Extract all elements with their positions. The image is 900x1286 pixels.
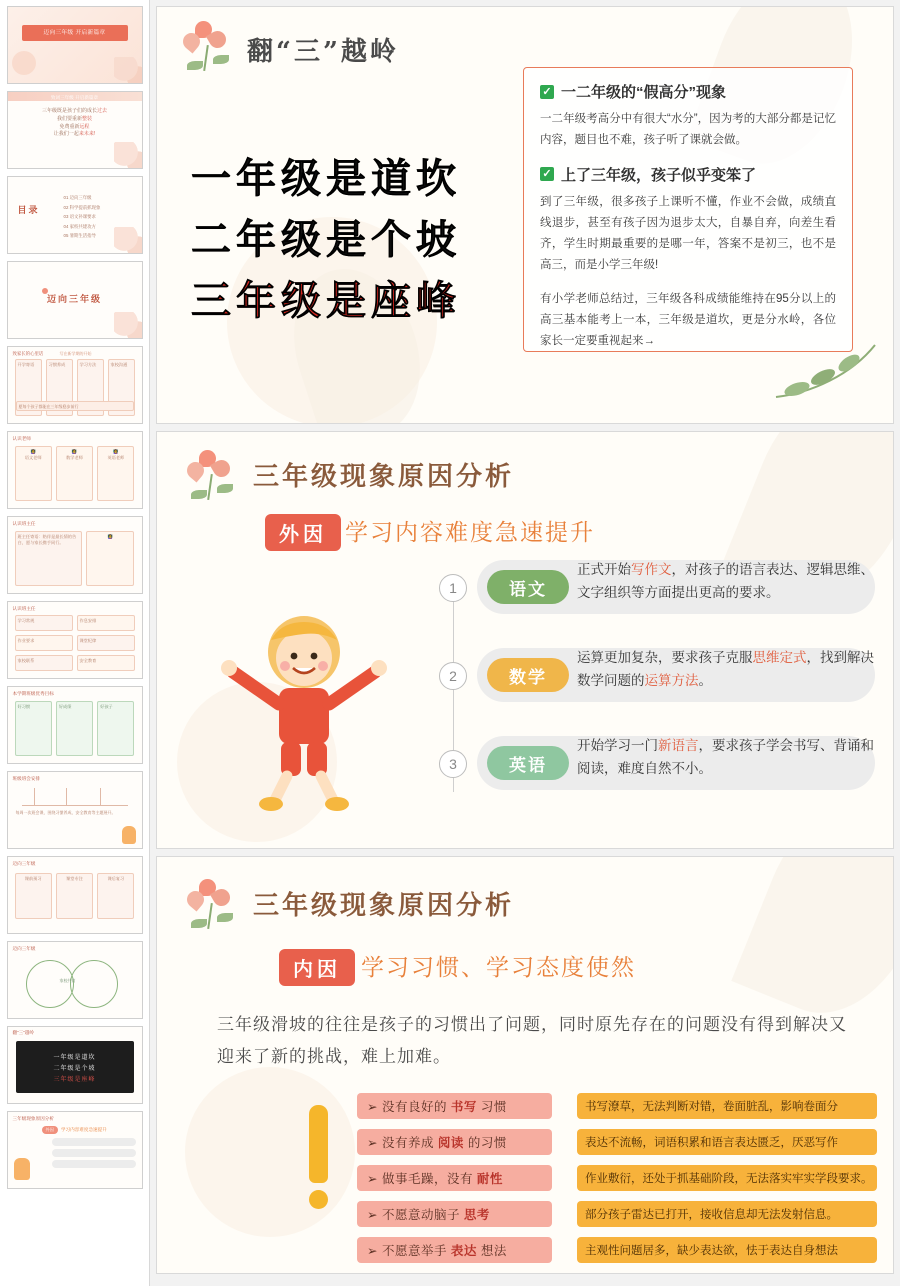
slide-thumbnail[interactable]	[7, 261, 143, 339]
headline-line-2: 二年级是个坡	[191, 217, 461, 263]
exclamation-icon	[305, 1105, 331, 1209]
issue-label-1: ➢ 没有良好的 书写 习惯	[357, 1093, 552, 1119]
slide-canvas-column[interactable]	[150, 0, 900, 1286]
issue-label-2: ➢ 没有养成 阅读 的习惯	[357, 1129, 552, 1155]
slide-3-title: 三年级现象原因分析	[253, 891, 515, 921]
slide-2-tag: 外因	[265, 514, 341, 551]
subject-pill: 语文	[487, 570, 569, 604]
row-text-2: 运算更加复杂，要求孩子克服思维定式，找到解决数学问题的运算方法。	[577, 650, 874, 688]
slide-3-tag: 内因	[279, 949, 355, 986]
thumb-title: 认识班主任	[12, 606, 36, 611]
subject-pill: 数学	[487, 658, 569, 692]
thumb-title: 迈向三年级	[12, 946, 36, 951]
issue-label-3: ➢ 做事毛躁，没有 耐性	[357, 1165, 552, 1191]
thumb-body: 三年级既是孩子们的成长过去 我们要重新整装 免费重新远程 让我们一起来未来!	[41, 108, 108, 138]
slide-thumbnail-rail[interactable]	[0, 0, 150, 1286]
slide-thumbnail[interactable]: 认识老师 👩‍🏫 语文老师 👩‍🏫 数学老师 👩‍🏫 英语老师	[7, 431, 143, 509]
row-text-1: 正式开始写作文，对孩子的语言表达、逻辑思维、文字组织等方面提出更高的要求。	[577, 562, 874, 600]
flower-ornament	[183, 879, 239, 935]
slide-thumbnail[interactable]: 迈向三年级 课前预习 课堂专注 课后复习	[7, 856, 143, 934]
slide-thumbnail[interactable]: 致词三年级 开启新篇章 三年级既是孩子们的成长过去 我们要重新整装 免费重新远程 让我们一起来未来!	[7, 91, 143, 169]
slide-3-description: 三年级滑坡的往往是孩子的习惯出了问题，同时原先存在的问题没有得到解决又迎来了新的挑战，难上加难。	[217, 1015, 847, 1068]
thumb-title: 班级班会安排	[12, 776, 41, 781]
panel-heading-1: ✓ 一二年级的“假高分”现象	[540, 81, 836, 102]
slide-2-title: 三年级现象原因分析	[253, 462, 515, 492]
issue-detail-1: 书写潦草，无法判断对错，卷面脏乱，影响卷面分	[577, 1093, 877, 1119]
slide-3-subtitle: 学习习惯、学习态度使然	[361, 955, 636, 981]
issue-detail-2: 表达不流畅，词语积累和语言表达匮乏，厌恶写作	[577, 1129, 877, 1155]
flower-ornament	[183, 450, 239, 506]
slide-1-panel	[523, 67, 853, 352]
slide-thumbnail[interactable]: 本学期班级优秀目标 好习惯 好成绩 好孩子	[7, 686, 143, 764]
slide-1[interactable]	[156, 6, 894, 424]
slide-1-headline	[191, 147, 461, 326]
thumb-title: 迈向三年级	[12, 861, 36, 866]
slide-2[interactable]	[156, 431, 894, 849]
panel-footer: 有小学老师总结过，三年级各科成绩能维持在95分以上的高三基本能考上一本，三年级是道坎，更是分水岭，各位家长一定要重视起来→	[540, 292, 836, 348]
issue-detail-4: 部分孩子雷达已打开，接收信息却无法发射信息。	[577, 1201, 877, 1227]
issue-detail-3: 作业敷衍，还处于抓基础阶段，无法落实牢实学段要求。	[577, 1165, 877, 1191]
slide-2-subtitle: 学习内容难度急速提升	[345, 520, 595, 546]
thumb-title: 迈向三年级	[46, 294, 102, 304]
slide-3[interactable]	[156, 856, 894, 1274]
slide-thumbnail[interactable]: 致家长的心里话 写在新学期的开始 开学寄语 习惯养成 学习方法 家校沟通 愿每个孩子都能在三年级稳步前行	[7, 346, 143, 424]
thumb-title: 认识老师	[12, 436, 31, 441]
headline-line-3: 三年级是座峰	[191, 278, 461, 324]
slide-thumbnail[interactable]: 班级班会安排 每周一次班会课，围绕习惯养成、安全教育等主题展开。	[7, 771, 143, 849]
row-number-2: 2	[439, 662, 467, 690]
thumb-title: 目录	[17, 205, 40, 215]
panel-heading-2: ✓ 上了三年级，孩子似乎变笨了	[540, 164, 836, 185]
subject-pill: 英语	[487, 746, 569, 780]
slide-thumbnail[interactable]: 三年级现象原因分析 外因 学习内容难度急速提升	[7, 1111, 143, 1189]
slide-thumbnail[interactable]: 翻“三”越岭 一年级是道坎 二年级是个坡 三年级是座峰	[7, 1026, 143, 1104]
slide-thumbnail[interactable]	[7, 6, 143, 84]
slide-thumbnail[interactable]: 迈向三年级 家校共育	[7, 941, 143, 1019]
flower-ornament	[179, 21, 235, 77]
thumb-title: 翻“三”越岭	[12, 1030, 34, 1035]
row-number-3: 3	[439, 750, 467, 778]
check-icon: ✓	[540, 167, 554, 181]
slide-thumbnail[interactable]: 目录 01 迈向三年级 02 科学提前抓现象 03 语文补课要求 04 家校共建攻方 05 暑期生活指导	[7, 176, 143, 254]
issue-label-5: ➢ 不愿意举手 表达 想法	[357, 1237, 552, 1263]
thumb-title: 三年级现象原因分析	[12, 1116, 54, 1121]
panel-body-1: 一二年级考高分中有很大“水分”，因为考的大部分都是记忆内容，题目也不难，孩子听了课就会做。	[540, 113, 836, 147]
kid-illustration	[209, 600, 399, 820]
check-icon: ✓	[540, 85, 554, 99]
slide-thumbnail[interactable]: 认识班主任 班主任寄语：陪伴是最长情的告白，愿与家长携手同行。 👩‍🏫	[7, 516, 143, 594]
headline-line-1: 一年级是道坎	[191, 156, 461, 202]
row-number-1: 1	[439, 574, 467, 602]
slide-1-title: 翻“三”越岭	[247, 37, 399, 67]
issue-label-4: ➢ 不愿意动脑子 思考	[357, 1201, 552, 1227]
thumb-title: 认识班主任	[12, 521, 36, 526]
slide-thumbnail[interactable]: 认识班主任 学习常规 作息安排 作业要求 课堂纪律 家校联系 安全教育	[7, 601, 143, 679]
panel-body-2: 到了三年级，很多孩子上课听不懂，作业不会做，成绩直线退步，甚至有孩子因为退步太大，自暴自弃，向差生看齐，学生时期最重要的是哪一年，答案不是初三，也不是高三，而是小学三年级!	[540, 195, 836, 272]
thumb-title: 本学期班级优秀目标	[12, 691, 54, 696]
thumb-title: 迈向三年级 开启新篇章	[43, 30, 106, 36]
issue-detail-5: 主观性问题居多，缺少表达欲，怯于表达自身想法	[577, 1237, 877, 1263]
row-text-3: 开始学习一门新语言，要求孩子学会书写、背诵和阅读，难度自然不小。	[577, 738, 874, 776]
